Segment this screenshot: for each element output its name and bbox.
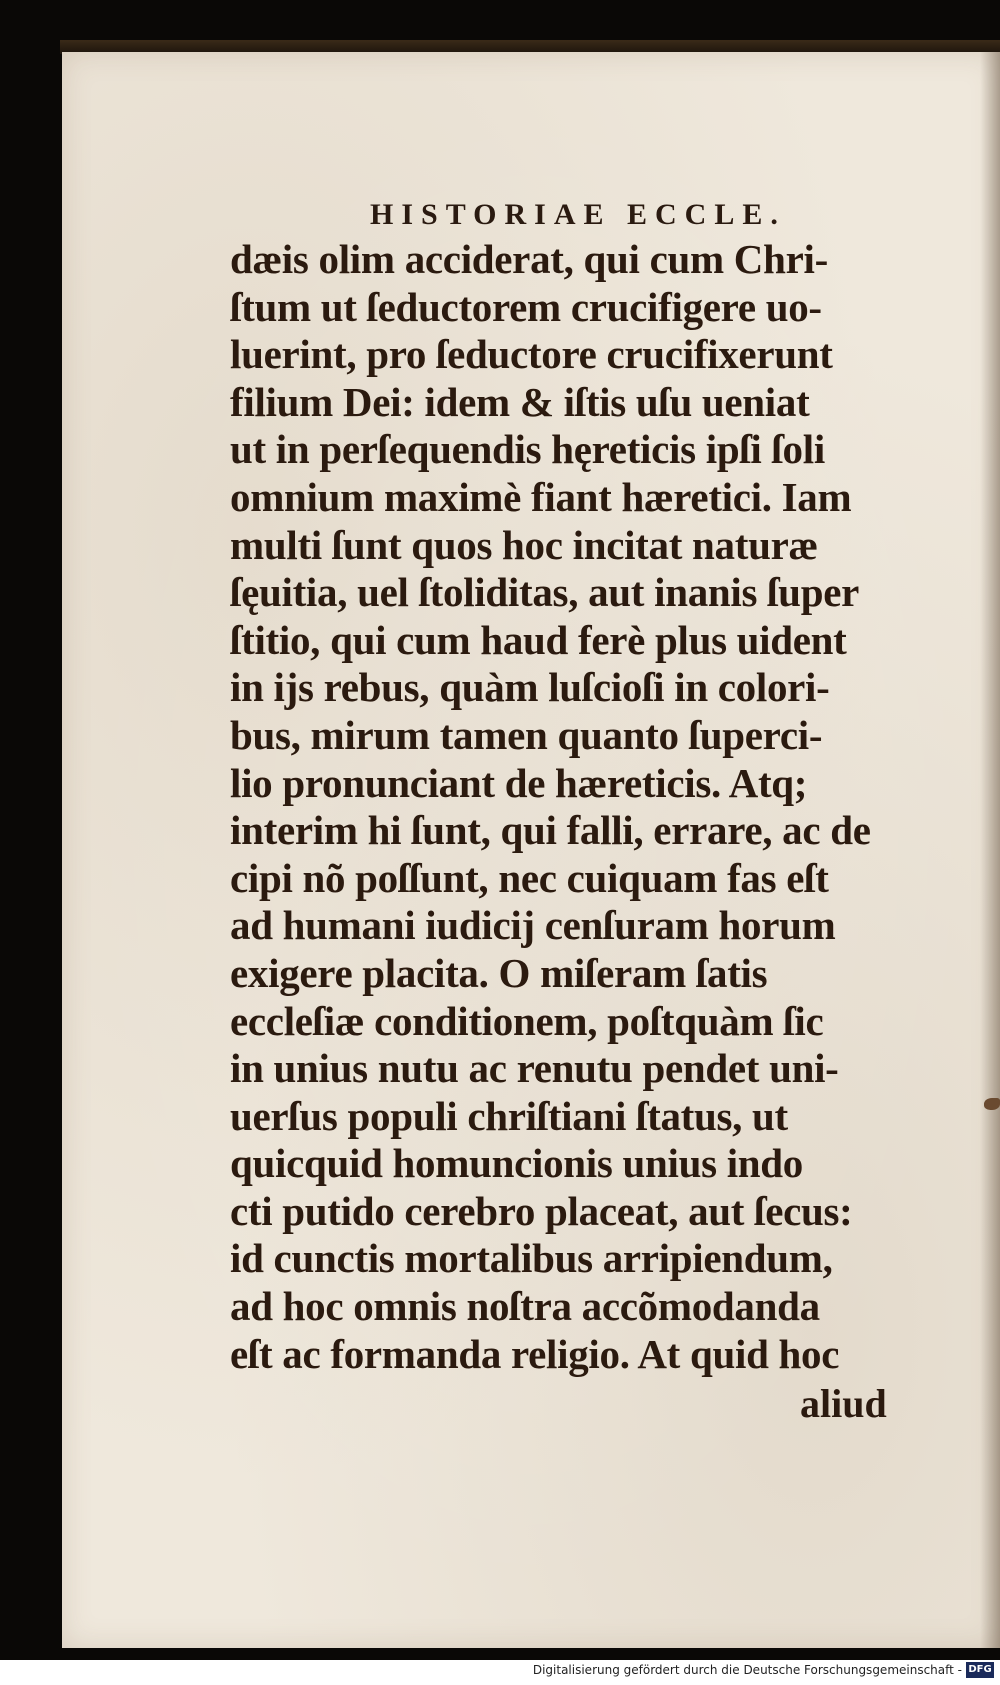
text-line: in ijs rebus, quàm luſcioſi in colori-: [230, 664, 830, 711]
text-line: bus, mirum tamen quanto ſuperci-: [230, 711, 823, 758]
text-line: ad humani iudicij cenſuram horum: [230, 902, 836, 949]
running-head: HISTORIAE ECCLE.: [370, 198, 786, 231]
text-line: luerint, pro ſeductore crucifixerunt: [230, 331, 833, 378]
text-line: cipi nõ poſſunt, nec cuiquam fas eſt: [230, 854, 829, 901]
page-marker-tab: [984, 1098, 1000, 1110]
page-gutter-shadow: [980, 52, 1000, 1648]
text-line: cti putido cerebro placeat, aut ſecus:: [230, 1187, 853, 1234]
text-line: in unius nutu ac renutu pendet uni-: [230, 1045, 839, 1092]
text-line: interim hi ſunt, qui falli, errare, ac de: [230, 807, 871, 854]
text-line: exigere placita. O miſeram ſatis: [230, 949, 768, 996]
text-line: eſt ac formanda religio. At quid hoc: [230, 1330, 840, 1377]
text-line: eccleſiæ conditionem, poſtquàm ſic: [230, 997, 824, 1044]
text-line: dæis olim acciderat, qui cum Chri-: [230, 236, 828, 282]
dfg-logo: DFG: [966, 1662, 994, 1678]
text-line: omnium maximè fiant hæretici. Iam: [230, 473, 852, 520]
text-line: multi ſunt quos hoc incitat naturæ: [230, 521, 818, 568]
catchword: aliud: [800, 1381, 887, 1427]
footer-strip: [0, 1660, 1000, 1685]
text-line: id cunctis mortalibus arripiendum,: [230, 1235, 833, 1282]
text-line: ſęuitia, uel ſtoliditas, aut inanis ſuper: [230, 569, 859, 616]
text-line: uerſus populi chriſtiani ſtatus, ut: [230, 1092, 788, 1139]
text-line: ſtitio, qui cum haud ferè plus uident: [230, 616, 847, 663]
footer-credit: Digitalisierung gefördert durch die Deutsche Forschungsgemeinschaft -: [532, 1663, 962, 1677]
text-line: ſtum ut ſeductorem crucifigere uo-: [230, 283, 822, 330]
text-line: quicquid homuncionis unius indo: [230, 1140, 803, 1187]
text-lines: [230, 236, 950, 1378]
text-line: filium Dei: idem & iſtis uſu ueniat: [230, 378, 810, 425]
text-block: [230, 198, 950, 1427]
text-line: lio pronunciant de hæreticis. Atq;: [230, 759, 808, 806]
text-line: ad hoc omnis noſtra accõmodanda: [230, 1283, 820, 1330]
text-line: ut in perſequendis hęreticis ipſi ſoli: [230, 426, 825, 473]
